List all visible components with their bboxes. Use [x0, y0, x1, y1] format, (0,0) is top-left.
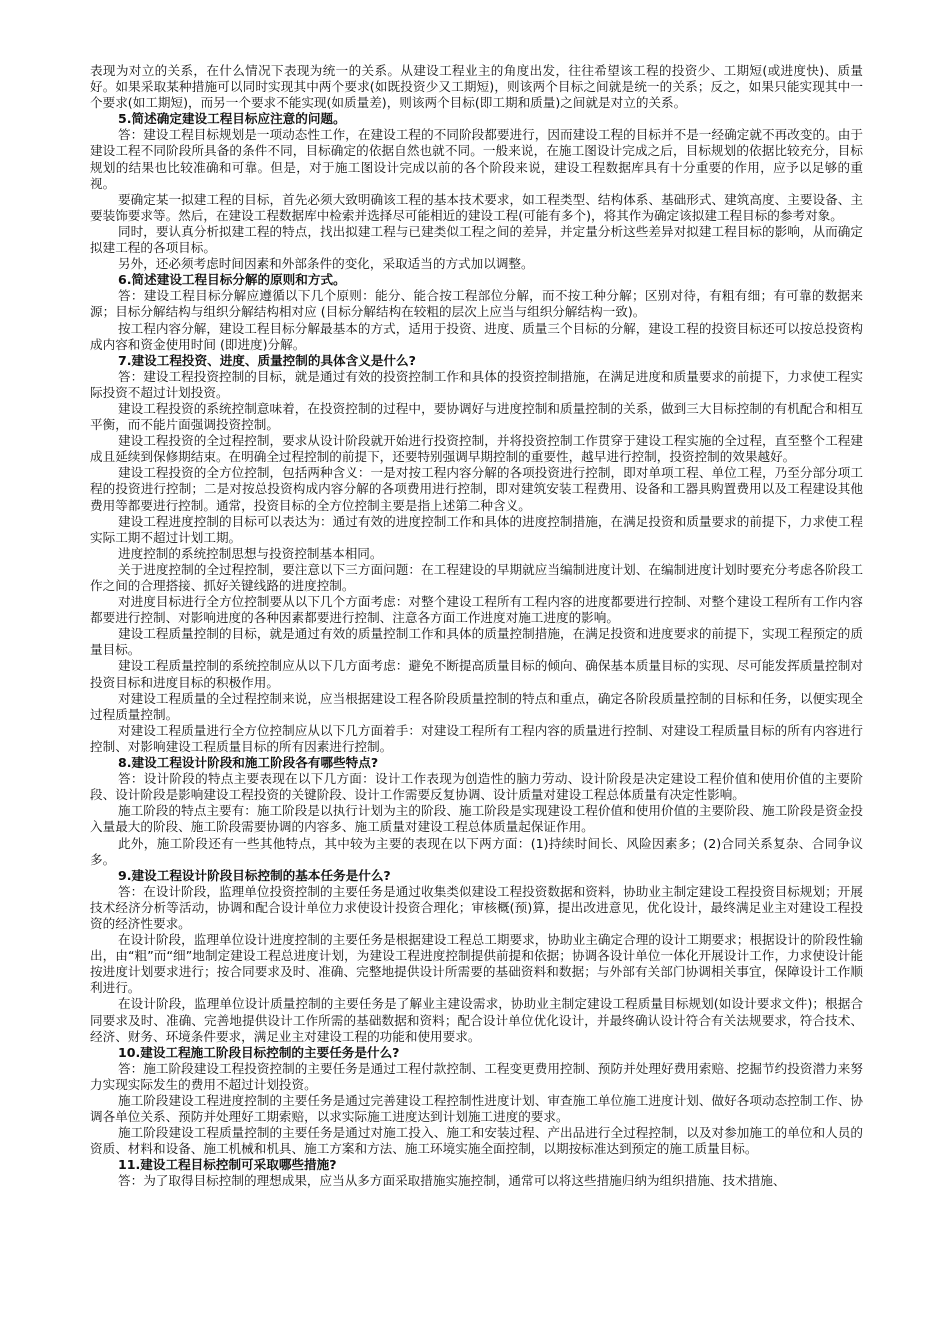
body-paragraph: 对建设工程质量进行全方位控制应从以下几方面着手：对建设工程所有工程内容的质量进行控制、对建设工程质量目标的所有内容进行控制、对影响建设工程质量目标的所有因素进行控制。	[90, 722, 863, 754]
answer-paragraph: 答：为了取得目标控制的理想成果，应当从多方面采取措施实施控制，通常可以将这些措施归纳为组织措施、技术措施、	[118, 1173, 786, 1189]
answer-paragraph: 答：建设工程目标分解应遵循以下几个原则：能分、能合按工程部位分解，而不按工种分解；区别对待，有粗有细；有可靠的数据来源；目标分解结构与组织分解结构相对应 (目标分解结构在较粗的层次上应当与组织分解结构一致)。	[90, 288, 863, 320]
body-paragraph: 同时，要认真分析拟建工程的特点，找出拟建工程与已建类似工程之间的差异，并定量分析这些差异对拟建工程目标的影响，从而确定拟建工程的各项目标。	[90, 223, 863, 256]
document-body	[90, 63, 863, 1190]
body-paragraph: 建设工程进度控制的目标可以表达为：通过有效的进度控制工作和具体的进度控制措施，在满足投资和质量要求的前提下，力求使工程实际工期不超过计划工期。	[90, 513, 863, 545]
question-heading: 7.建设工程投资、进度、质量控制的具体含义是什么?	[118, 352, 416, 368]
question-heading: 11.建设工程目标控制可采取哪些措施?	[118, 1157, 337, 1173]
body-paragraph: 建设工程投资的系统控制意味着，在投资控制的过程中，要协调好与进度控制和质量控制的关系，做到三大目标控制的有机配合和相互平衡，而不能片面强调投资控制。	[90, 400, 863, 433]
body-paragraph: 施工阶段建设工程质量控制的主要任务是通过对施工投入、施工和安装过程、产出品进行全过程控制，以及对参加施工的单位和人员的资质、材料和设备、施工机械和机具、施工方案和方法、施工环境实施全面控制，以期按标准达到预定的施工质量目标。	[90, 1125, 863, 1157]
body-paragraph: 建设工程投资的全方位控制，包括两种含义：一是对按工程内容分解的各项投资进行控制，即对单项工程、单位工程，乃至分部分项工程的投资进行控制；二是对按总投资构成内容分解的各项费用进行控制，即对建筑安装工程费用、设备和工器具购置费用以及工程建设其他费用等都要进行控制。通常，投资目标的全方位控制主要是指上述第二种含义。	[90, 465, 863, 513]
body-paragraph: 进度控制的系统控制思想与投资控制基本相同。	[118, 545, 383, 561]
answer-paragraph: 答：建设工程目标规划是一项动态性工作，在建设工程的不同阶段都要进行，因而建设工程的目标并不是一经确定就不再改变的。由于建设工程不同阶段所具备的条件不同，目标确定的依据自然也就不同。一般来说，在施工图设计完成之后，目标规划的依据比较充分，目标规划的结果也比较准确和可靠。但是，对于施工图设计完成以前的各个阶段来说，建设工程数据库具有十分重要的作用，应予以足够的重视。	[90, 127, 863, 191]
question-heading: 9.建设工程设计阶段目标控制的基本任务是什么?	[118, 867, 391, 883]
answer-paragraph: 答：设计阶段的特点主要表现在以下几方面：设计工作表现为创造性的脑力劳动、设计阶段是决定建设工程价值和使用价值的主要阶段、设计阶段是影响建设工程投资的关键阶段、设计工作需要反复协调、设计质量对建设工程总体质量有决定性影响。	[90, 771, 863, 803]
body-paragraph: 建设工程质量控制的系统控制应从以下几方面考虑：避免不断提高质量目标的倾向、确保基本质量目标的实现、尽可能发挥质量控制对投资目标和进度目标的积极作用。	[90, 658, 863, 690]
question-heading: 6.简述建设工程目标分解的原则和方式。	[118, 272, 346, 288]
intro-paragraph: 表现为对立的关系，在什么情况下表现为统一的关系。从建设工程业主的角度出发，往往希望该工程的投资少、工期短(或进度快)、质量好。如果采取某种措施可以同时实现其中两个要求(如既投资少又工期短)，则该两个目标之间就是统一的关系；反之，如果只能实现其中一个要求(如工期短)，而另一个要求不能实现(如质量差)，则该两个目标(即工期和质量)之间就是对立的关系。	[90, 63, 863, 111]
answer-paragraph: 答：在设计阶段，监理单位投资控制的主要任务是通过收集类似建设工程投资数据和资料，协助业主制定建设工程投资目标规划；开展技术经济分析等活动，协调和配合设计单位力求使设计投资合理化；审核概(预)算，提出改进意见，优化设计，最终满足业主对建设工程投资的经济性要求。	[90, 883, 863, 931]
body-paragraph: 另外，还必须考虑时间因素和外部条件的变化，采取适当的方式加以调整。	[118, 256, 534, 272]
body-paragraph: 对进度目标进行全方位控制要从以下几个方面考虑：对整个建设工程所有工程内容的进度都要进行控制、对整个建设工程所有工作内容都要进行控制、对影响进度的各种因素都要进行控制、注意各方面工作进度对施工进度的影响。	[90, 594, 863, 626]
body-paragraph: 关于进度控制的全过程控制，要注意以下三方面问题：在工程建设的早期就应当编制进度计划、在编制进度计划时要充分考虑各阶段工作之间的合理搭接、抓好关键线路的进度控制。	[90, 561, 863, 593]
answer-paragraph: 答：施工阶段建设工程投资控制的主要任务是通过工程付款控制、工程变更费用控制、预防并处理好费用索赔、挖掘节约投资潜力来努力实现实际发生的费用不超过计划投资。	[90, 1060, 863, 1092]
body-paragraph: 此外，施工阶段还有一些其他特点，其中较为主要的表现在以下两方面：(1)持续时间长、风险因素多；(2)合同关系复杂、合同争议多。	[90, 835, 863, 867]
body-paragraph: 要确定某一拟建工程的目标，首先必须大致明确该工程的基本技术要求，如工程类型、结构体系、基础形式、建筑高度、主要设备、主要装饰要求等。然后，在建设工程数据库中检索并选择尽可能相近的建设工程(可能有多个)，将其作为确定该拟建工程目标的参考对象。	[90, 191, 863, 223]
answer-paragraph: 答：建设工程投资控制的目标，就是通过有效的投资控制工作和具体的投资控制措施，在满足进度和质量要求的前提下，力求使工程实际投资不超过计划投资。	[90, 368, 863, 400]
question-heading: 5.简述确定建设工程目标应注意的问题。	[118, 111, 346, 127]
body-paragraph: 在设计阶段，监理单位设计质量控制的主要任务是了解业主建设需求，协助业主制定建设工程质量目标规划(如设计要求文件)；根据合同要求及时、准确、完善地提供设计工作所需的基础数据和资料；配合设计单位优化设计，并最终确认设计符合有关法规要求，符合技术、经济、财务、环境条件要求，满足业主对建设工程的功能和使用要求。	[90, 996, 863, 1044]
body-paragraph: 施工阶段的特点主要有：施工阶段是以执行计划为主的阶段、施工阶段是实现建设工程价值和使用价值的主要阶段、施工阶段是资金投入量最大的阶段、施工阶段需要协调的内容多、施工质量对建设工程总体质量起保证作用。	[90, 803, 863, 835]
question-heading: 8.建设工程设计阶段和施工阶段各有哪些特点?	[118, 755, 379, 771]
question-heading: 10.建设工程施工阶段目标控制的主要任务是什么?	[118, 1044, 400, 1060]
body-paragraph: 建设工程质量控制的目标，就是通过有效的质量控制工作和具体的质量控制措施，在满足投资和进度要求的前提下，实现工程预定的质量目标。	[90, 626, 863, 658]
body-paragraph: 在设计阶段，监理单位设计进度控制的主要任务是根据建设工程总工期要求，协助业主确定合理的设计工期要求；根据设计的阶段性输出，由“粗”而“细”地制定建设工程总进度计划，为建设工程进度控制提供前提和依据；协调各设计单位一体化开展设计工作，力求使设计能按进度计划要求进行；按合同要求及时、准确、完整地提供设计所需要的基础资料和数据；与外部有关部门协调相关事宜，保障设计工作顺利进行。	[90, 932, 863, 996]
body-paragraph: 施工阶段建设工程进度控制的主要任务是通过完善建设工程控制性进度计划、审查施工单位施工进度计划、做好各项动态控制工作、协调各单位关系、预防并处理好工期索赔，以求实际施工进度达到计划施工进度的要求。	[90, 1093, 863, 1125]
body-paragraph: 建设工程投资的全过程控制，要求从设计阶段就开始进行投资控制，并将投资控制工作贯穿于建设工程实施的全过程，直至整个工程建成且延续到保修期结束。在明确全过程控制的前提下，还要特别强调早期控制的重要性，越早进行控制，投资控制的效果越好。	[90, 433, 863, 465]
body-paragraph: 对建设工程质量的全过程控制来说，应当根据建设工程各阶段质量控制的特点和重点，确定各阶段质量控制的目标和任务，以便实现全过程质量控制。	[90, 690, 863, 722]
body-paragraph: 按工程内容分解，建设工程目标分解最基本的方式，适用于投资、进度、质量三个目标的分解，建设工程的投资目标还可以按总投资构成内容和资金使用时间 (即进度)分解。	[90, 320, 863, 352]
